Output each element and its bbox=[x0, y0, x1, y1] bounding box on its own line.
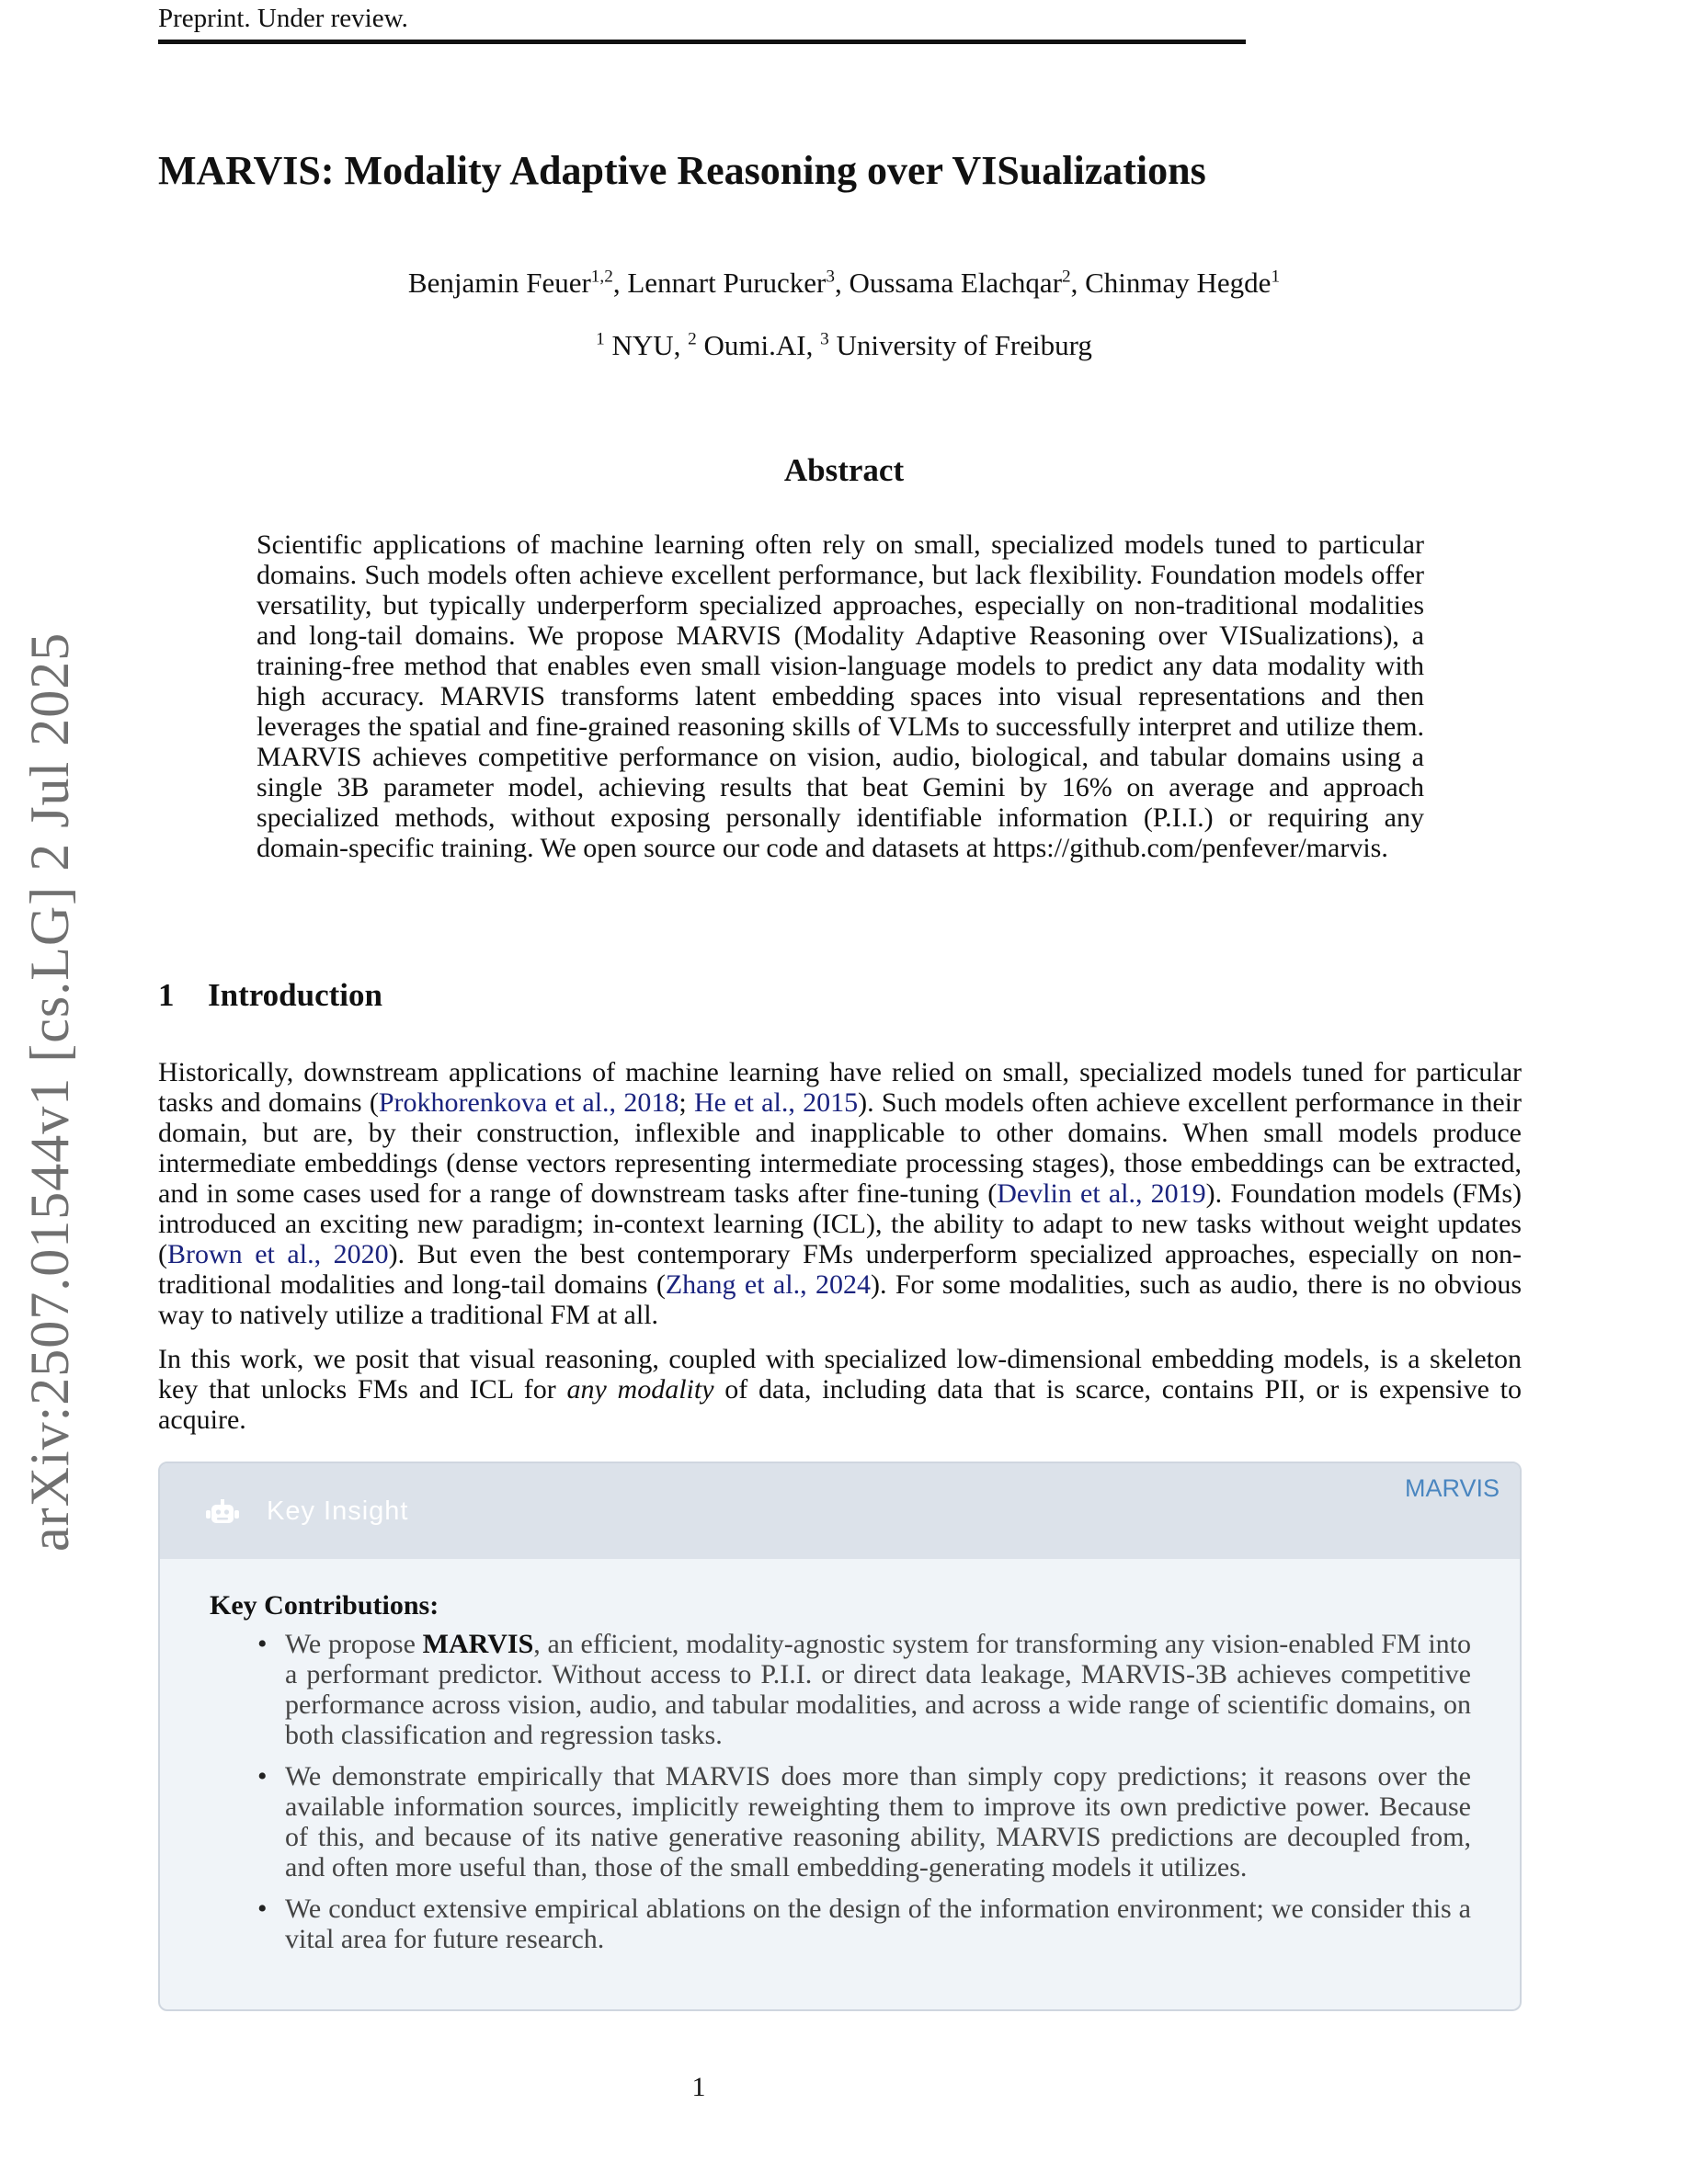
affiliation-name: NYU bbox=[611, 329, 674, 361]
bullet-icon: • bbox=[257, 1629, 268, 1659]
section-title: Introduction bbox=[208, 977, 382, 1013]
list-item bbox=[257, 1894, 1471, 1954]
author-list: Benjamin Feuer$^{1,2}$, Lennart Purucker$^3$, Oussama Elachqar$^2$, Chinmay Hegde$^1$ bbox=[407, 267, 1281, 299]
affiliation-name: Oumi.AI bbox=[703, 329, 806, 361]
affiliation-name: University of Freiburg bbox=[836, 329, 1092, 361]
key-insight-box bbox=[158, 1462, 1522, 2011]
insight-box-tag: MARVIS bbox=[1404, 1474, 1500, 1502]
paragraph-text: of data, including data that is scarce, contains PII, or is expensive to acquire. bbox=[158, 1374, 1522, 1435]
abstract-body: Scientific applications of machine learning often rely on small, specialized models tuned to particular domains. Such models often achieve excellent performance, but lack flexibility. Foundation models offer versatility, but typically underperform specialized approaches, especially on non-traditional modalities and long-tail domains. We propose MARVIS (Modality Adaptive Reasoning over VISualizations), a training-free method that enables even small vision-language models to predict any data modality with high accuracy. MARVIS transforms latent embedding spaces into visual representations and then leverages the spatial and fine-grained reasoning skills of VLMs to successfully interpret and utilize them. MARVIS achieves competitive performance on vision, audio, biological, and tabular domains using a single 3B parameter model, achieving results that beat Gemini by 16% on average and approach specialized methods, without exposing personally identifiable information (P.I.I.) or requiring any domain-specific training. We open source our code and datasets at https://github.com/penfever/marvis. bbox=[257, 529, 1424, 863]
section-number: 1 bbox=[158, 977, 175, 1013]
header-rule bbox=[158, 40, 1246, 44]
paragraph-text: ). Foundation models (FMs) introduced an exciting new paradigm; in-context learning (ICL), the ability to adapt to new tasks without weight updates ( bbox=[158, 1178, 1522, 1269]
paragraph-text: ). Such models often achieve excellent performance in their domain, but are, by their construction, inflexible and inapplicable to other domains. When small models produce intermediate embeddings (dense vectors representing intermediate processing stages), those embeddings can be extracted, and in some cases used for a range of downstream tasks after fine-tuning ( bbox=[158, 1087, 1522, 1209]
citation-link[interactable]: Devlin et al., 2019 bbox=[997, 1178, 1206, 1209]
list-item bbox=[257, 1629, 1471, 1750]
item-text: We conduct extensive empirical ablations on the design of the information environment; we consider this a vital area for future research. bbox=[285, 1894, 1471, 1954]
paper-title: MARVIS: Modality Adaptive Reasoning over VISualizations bbox=[158, 148, 1206, 193]
author-affiliation-mark: 1 bbox=[1271, 267, 1281, 287]
citation-link[interactable]: Brown et al., 2020 bbox=[167, 1239, 389, 1269]
intro-paragraph-2 bbox=[158, 1344, 1522, 1435]
paragraph-text: ). But even the best contemporary FMs underperform specialized approaches, especially on non-traditional modalities and long-tail domains ( bbox=[158, 1239, 1522, 1300]
insight-box-title: Key Insight bbox=[267, 1496, 409, 1526]
list-item bbox=[257, 1761, 1471, 1883]
item-text: We propose bbox=[285, 1629, 423, 1659]
section-heading bbox=[158, 977, 382, 1014]
author-affiliation-mark: 3 bbox=[826, 267, 835, 287]
bullet-icon: • bbox=[257, 1761, 268, 1792]
item-text: , an efficient, modality-agnostic system for transforming any vision-enabled FM into a performant predictor. Without access to P.I.I. or direct data leakage, MARVIS-3B achieves competitive performance across vision, audio, and tabular modalities, and across a wide range of scientific domains, on both classification and regression tasks. bbox=[285, 1629, 1471, 1750]
bullet-icon: • bbox=[257, 1894, 268, 1924]
item-text: We demonstrate empirically that MARVIS does more than simply copy predictions; it reasons over the available information sources, implicitly reweighting them to improve its own predictive power. Because of this, and because of its native generative reasoning ability, MARVIS predictions are decoupled from, and often more useful than, those of the small embedding-generating models it utilizes. bbox=[285, 1761, 1471, 1883]
abstract-heading: Abstract bbox=[783, 452, 905, 488]
affiliation-number: 3 bbox=[820, 329, 829, 349]
affiliation-number: 1 bbox=[596, 329, 605, 349]
paragraph-text: ). For some modalities, such as audio, there is no obvious way to natively utilize a traditional FM at all. bbox=[158, 1269, 1522, 1330]
citation-link[interactable]: He et al., 2015 bbox=[693, 1087, 859, 1118]
author-name: Benjamin Feuer bbox=[407, 267, 591, 299]
page-number: 1 bbox=[691, 2072, 706, 2102]
author-name: Oussama Elachqar bbox=[849, 267, 1063, 299]
author-name: Lennart Purucker bbox=[627, 267, 827, 299]
emphasis-text: any modality bbox=[566, 1374, 714, 1405]
item-bold-text: MARVIS bbox=[422, 1629, 534, 1659]
contributions-list bbox=[257, 1629, 1471, 1965]
citation-link[interactable]: Prokhorenkova et al., 2018 bbox=[378, 1087, 679, 1118]
author-affiliation-mark: 2 bbox=[1062, 267, 1071, 287]
author-name: Chinmay Hegde bbox=[1085, 267, 1272, 299]
contributions-heading: Key Contributions: bbox=[210, 1590, 439, 1621]
paragraph-text: Historically, downstream applications of machine learning have relied on small, specialized models tuned for particular tasks and domains ( bbox=[158, 1057, 1522, 1118]
intro-paragraph-1 bbox=[158, 1057, 1522, 1330]
author-affiliation-mark: 1,2 bbox=[590, 267, 613, 287]
paragraph-text: ; bbox=[679, 1087, 694, 1118]
arxiv-identifier: arXiv:2507.01544v1 [cs.LG] 2 Jul 2025 bbox=[19, 631, 80, 1552]
affiliation-number: 2 bbox=[688, 329, 697, 349]
insight-box-header bbox=[160, 1463, 1520, 1559]
running-header: Preprint. Under review. bbox=[158, 4, 408, 33]
robot-icon bbox=[206, 1498, 239, 1526]
affiliation-list: $^1$ NYU, $^2$ Oumi.AI, $^3$ University of Freiburg bbox=[596, 329, 1092, 361]
paragraph-text: In this work, we posit that visual reasoning, coupled with specialized low-dimensional embedding models, is a skeleton key that unlocks FMs and ICL for bbox=[158, 1344, 1522, 1405]
citation-link[interactable]: Zhang et al., 2024 bbox=[665, 1269, 871, 1300]
